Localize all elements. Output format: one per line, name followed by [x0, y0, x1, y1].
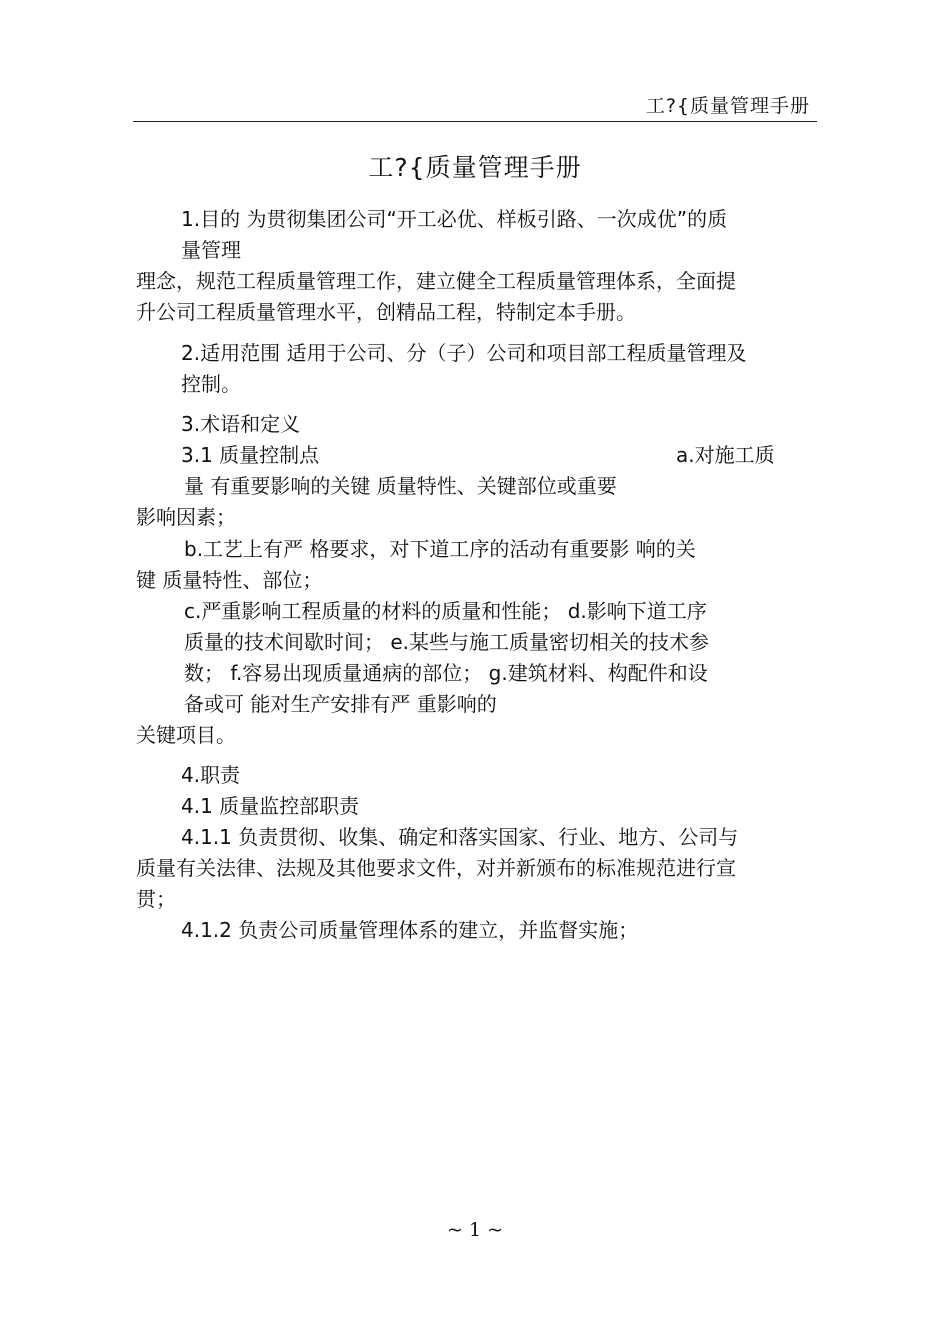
body-line: 4.1.2 负责公司质量管理体系的建立，并监督实施；: [181, 918, 639, 942]
body-line: 影响因素；: [136, 505, 236, 529]
body-line: 量 有重要影响的关键 质量特性、关键部位或重要: [184, 474, 617, 498]
running-header: 工?{质量管理手册: [645, 95, 810, 117]
body-line: 3.1 质量控制点: [181, 443, 320, 467]
body-line: 质量有关法律、法规及其他要求文件，对并新颁布的标准规范进行宣: [136, 856, 736, 880]
body-line: c.严重影响工程质量的材料的质量和性能； d.影响下道工序: [184, 599, 707, 623]
body-line: 质量的技术间歇时间； e.某些与施工质量密切相关的技术参: [184, 630, 710, 654]
body-line: 控制。: [181, 372, 241, 396]
body-line: 关键项目。: [136, 723, 236, 747]
document-title: 工?{质量管理手册: [368, 153, 582, 182]
body-line: 理念，规范工程质量管理工作，建立健全工程质量管理体系，全面提: [136, 269, 736, 293]
header-divider: [133, 121, 817, 122]
page-number: ~ 1 ~: [446, 1219, 503, 1241]
body-line: 4.1.1 负责贯彻、收集、确定和落实国家、行业、地方、公司与: [181, 825, 739, 849]
body-line: 数； f.容易出现质量通病的部位； g.建筑材料、构配件和设: [184, 661, 708, 685]
body-line: 量管理: [181, 238, 241, 262]
body-line: 2.适用范围 适用于公司、分（子）公司和项目部工程质量管理及: [181, 341, 747, 365]
body-line: 4.1 质量监控部职责: [181, 794, 360, 818]
body-line: 3.术语和定义: [181, 412, 301, 436]
body-line: a.对施工质: [676, 443, 775, 467]
body-line: 1.目的 为贯彻集团公司“开工必优、样板引路、一次成优”的质: [181, 207, 728, 231]
body-line: 键 质量特性、部位；: [136, 568, 323, 592]
body-line: 贯；: [136, 887, 176, 911]
body-line: 4.职责: [181, 763, 241, 787]
body-line: 备或可 能对生产安排有严 重影响的: [184, 692, 497, 716]
body-line: 升公司工程质量管理水平，创精品工程，特制定本手册。: [136, 300, 636, 324]
body-line: b.工艺上有严 格要求，对下道工序的活动有重要影 响的关: [184, 537, 696, 561]
